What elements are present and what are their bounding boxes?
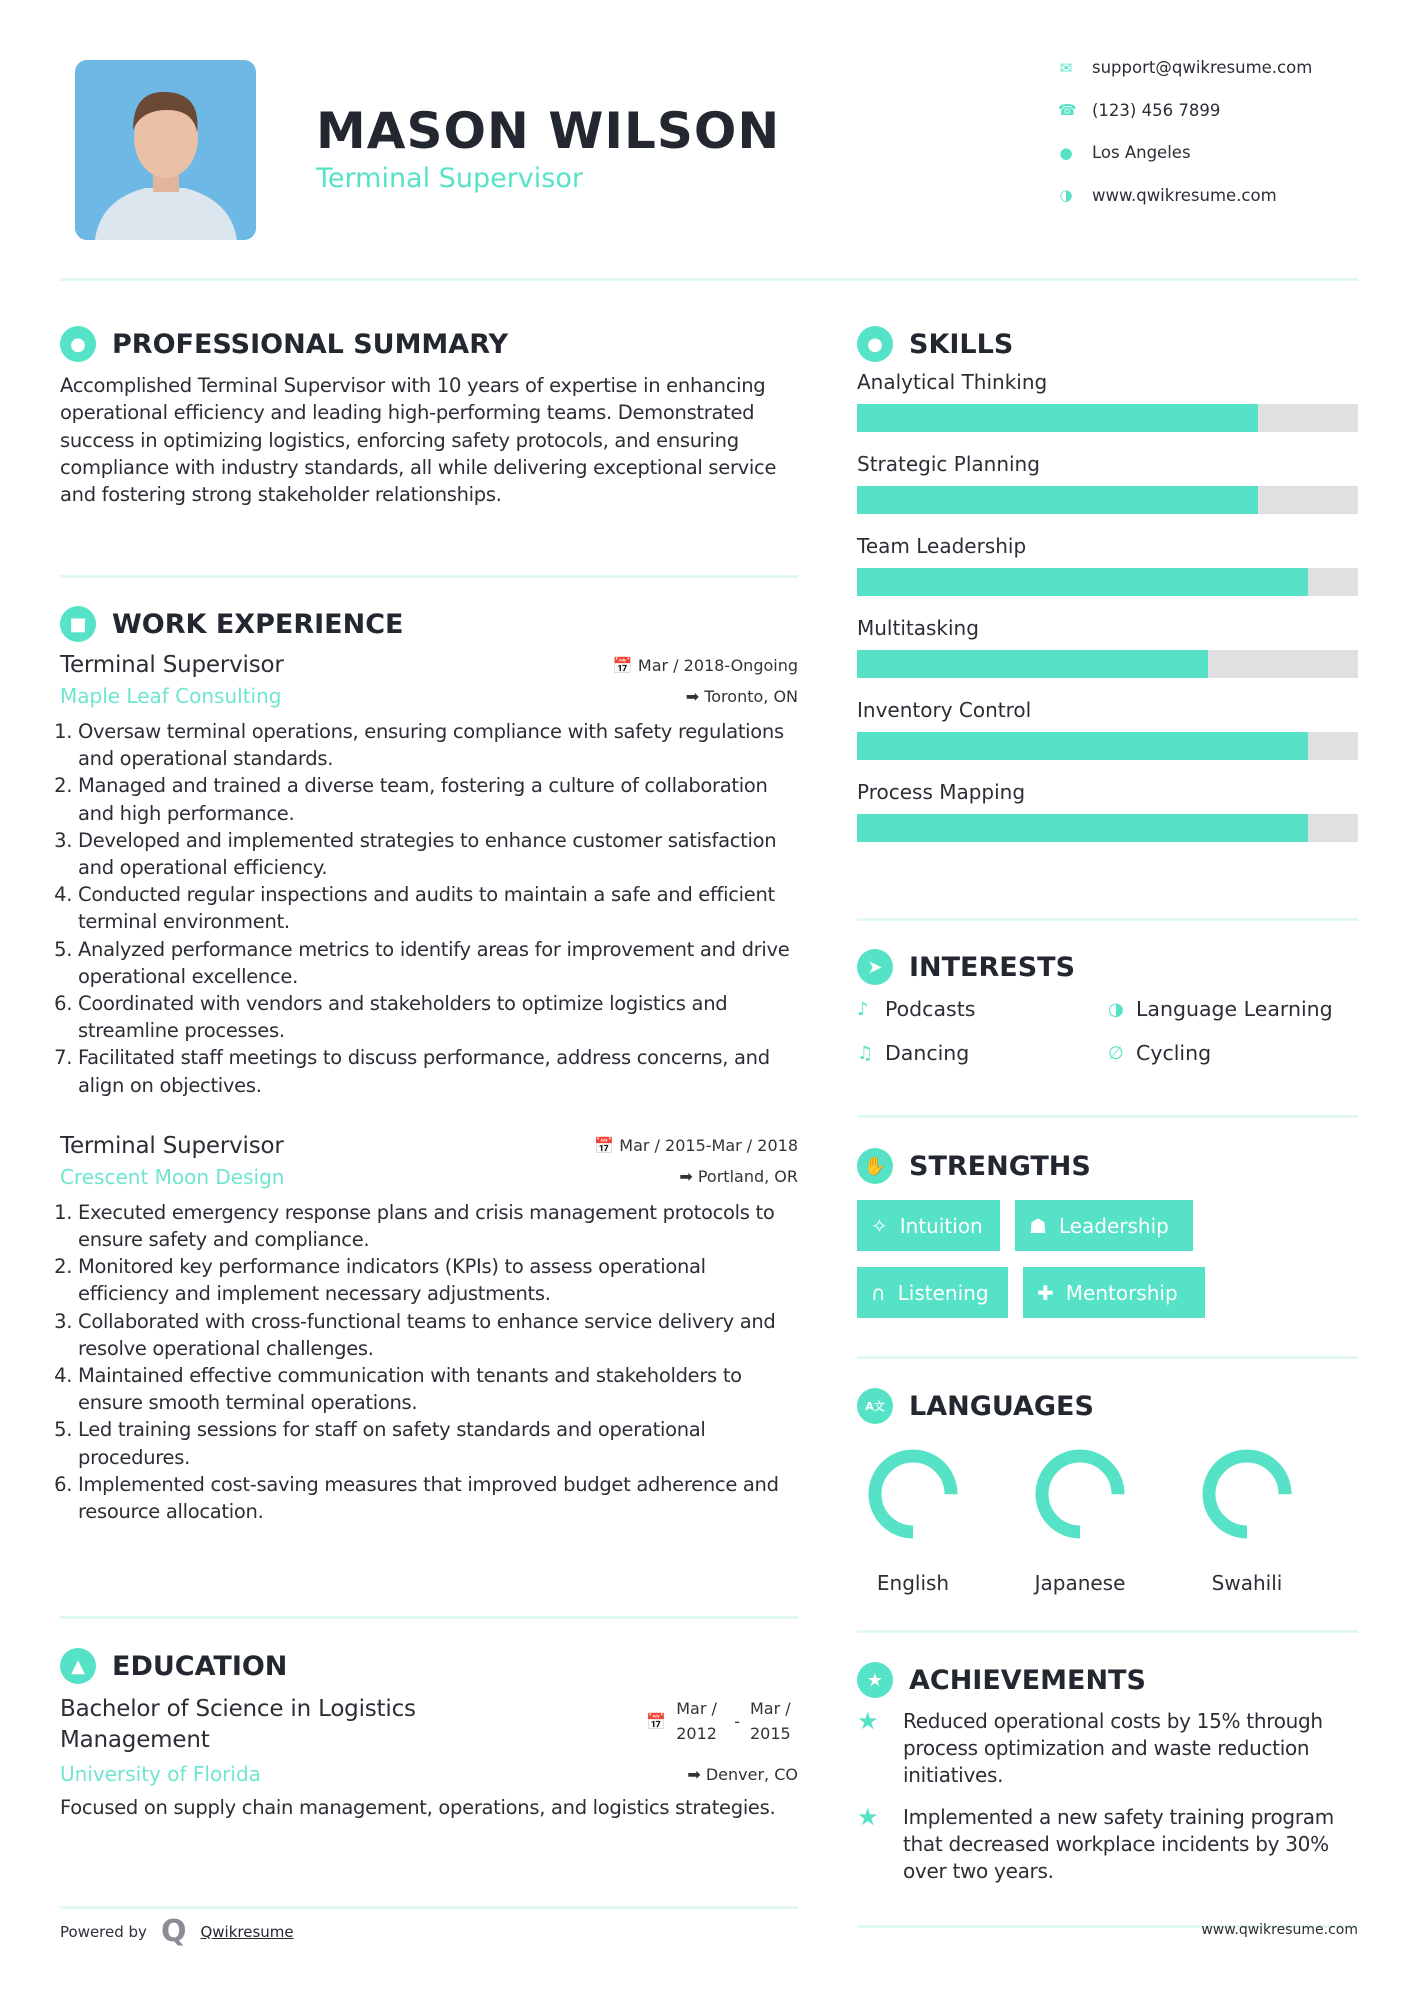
user-plus-icon: ✚ [1037,1280,1054,1305]
achievement-item [857,1708,1358,1789]
responsibility-item: 5. Led training sessions for staff on safety standards and operational procedures. [78,1416,798,1470]
briefcase-icon: ■ [60,606,96,642]
skills-section [857,326,1358,862]
language-progress-arc [1209,1456,1285,1532]
job-location: Toronto, ON [704,686,798,706]
skill-item [857,370,1358,432]
work-experience-section [60,606,798,1525]
skill-bar-fill [857,568,1308,596]
skill-item [857,698,1358,760]
job-date: Mar / 2018-Ongoing [637,655,798,675]
degree-title: Bachelor of Science in Logistics Management [60,1696,416,1753]
skill-bar [857,732,1358,760]
language-icon: A文 [857,1388,893,1424]
calendar-icon: 📅 [646,1711,667,1731]
responsibility-item: 5. Analyzed performance metrics to identify areas for improvement and drive operational excellence. [78,936,798,990]
contact-text: www.qwikresume.com [1092,185,1277,205]
skill-name: Inventory Control [857,698,1032,722]
skill-item [857,780,1358,842]
job-title: Terminal Supervisor [60,1132,284,1159]
strength-tag [857,1200,1000,1251]
language-progress-arc [875,1456,951,1532]
map-pin-icon: ● [1059,143,1073,162]
edu-date-separator: - [734,1711,740,1731]
skill-item [857,534,1358,596]
star-icon: ★ [857,1707,879,1735]
language-item [1010,1444,1150,1595]
skill-bar [857,814,1358,842]
powered-by [60,1914,294,1949]
graduation-icon: ▲ [60,1648,96,1684]
strength-label: Listening [897,1280,989,1305]
lightbulb-icon: ● [857,326,893,362]
section-heading: LANGUAGES [909,1390,1094,1422]
skill-bar [857,568,1358,596]
section-heading: STRENGTHS [909,1150,1091,1182]
achievement-text: Implemented a new safety training program that decreased workplace incidents by 30% over two years. [903,1805,1334,1883]
candidate-title: Terminal Supervisor [316,163,583,194]
envelope-icon: ✉ [1059,58,1073,77]
user-icon: ● [60,326,96,362]
achievements-section [857,1662,1358,1885]
responsibility-item: 2. Monitored key performance indicators (KPIs) to assess operational efficiency and implement necessary adjustments. [78,1253,798,1307]
interest-item [857,997,1108,1021]
skill-bar-fill [857,732,1308,760]
interests-section [857,949,1358,1065]
edu-description: Focused on supply chain management, operations, and logistics strategies. [60,1796,776,1819]
qwikresume-logo-icon: Q [160,1914,187,1949]
strengths-section [857,1148,1358,1328]
skill-bar [857,650,1358,678]
job-date: Mar / 2015-Mar / 2018 [619,1136,798,1156]
powered-by-label: Powered by [60,1922,147,1941]
responsibility-item: 1. Oversaw terminal operations, ensuring compliance with safety regulations and operational standards. [78,718,798,772]
job-title: Terminal Supervisor [60,652,284,678]
skill-bar [857,486,1358,514]
skill-bar-fill [857,814,1308,842]
phone-icon: ☎ [1058,101,1077,119]
calendar-icon: 📅 [612,655,638,675]
school-name: University of Florida [60,1762,261,1786]
qwikresume-link[interactable]: Qwikresume [200,1922,294,1941]
skill-name: Strategic Planning [857,452,1040,476]
interest-item [1108,1041,1358,1065]
paper-plane-icon: ➤ [857,949,893,985]
pin-icon: ➡ [685,686,705,706]
contact-text: support@qwikresume.com [1092,58,1313,77]
job-entry [60,652,798,1099]
microphone-icon: ♪ [857,998,869,1020]
strength-tag [1015,1200,1193,1251]
responsibility-item: 1. Executed emergency response plans and crisis management protocols to ensure safety and compliance. [78,1199,798,1253]
language-progress-ring [1030,1444,1130,1544]
responsibility-list [60,1199,798,1525]
language-progress-ring [863,1444,963,1544]
strength-tag [857,1267,1008,1318]
language-name: English [876,1571,950,1595]
skill-name: Analytical Thinking [857,370,1048,394]
contact-item[interactable] [1058,58,1312,77]
skill-item [857,616,1358,678]
contact-item[interactable] [1058,101,1220,120]
skill-bar-fill [857,650,1208,678]
company-name: Crescent Moon Design [60,1164,285,1189]
bicycle-icon: ∅ [1108,1042,1124,1064]
summary-text: Accomplished Terminal Supervisor with 10 years of expertise in enhancing operational efficiency and leading high-performing teams. Demonstrated success in optimizing logistics, enforcing safety protocols, and ensuring compliance with industry standards, all while delivering exceptional service and fostering strong stakeholder relationships. [60,374,777,507]
footer-website[interactable]: www.qwikresume.com [1201,1922,1358,1938]
pin-icon: ➡ [687,1764,706,1784]
responsibility-list [60,718,798,1099]
strength-label: Mentorship [1065,1280,1178,1305]
skill-name: Multitasking [857,616,979,640]
professional-summary-section [60,326,798,508]
pin-icon: ➡ [679,1167,698,1187]
strength-tag [1023,1267,1205,1318]
responsibility-item: 6. Coordinated with vendors and stakeholders to optimize logistics and streamline processes. [78,990,798,1044]
interest-label: Language Learning [1136,997,1333,1021]
globe-icon: ◑ [1108,998,1124,1020]
music-icon: ♫ [857,1042,874,1064]
skill-name: Process Mapping [857,780,1026,804]
edu-date-start: Mar / 2012 [676,1699,717,1743]
responsibility-item: 2. Managed and trained a diverse team, fostering a culture of collaboration and high performance. [78,772,798,826]
headphones-icon: ∩ [871,1280,886,1305]
section-divider [857,1356,1358,1359]
responsibility-item: 4. Conducted regular inspections and audits to maintain a safe and efficient terminal environment. [78,881,798,935]
section-heading: EDUCATION [112,1650,288,1682]
profile-photo [75,60,256,240]
skill-item [857,452,1358,514]
skill-bar [857,404,1358,432]
contact-text: Los Angeles [1092,143,1191,162]
section-heading: PROFESSIONAL SUMMARY [112,328,509,360]
users-icon: ☗ [1029,1213,1047,1238]
edu-date-end: Mar / 2015 [750,1699,791,1743]
language-progress-arc [1042,1456,1118,1532]
interest-label: Dancing [885,1041,970,1065]
responsibility-item: 6. Implemented cost-saving measures that improved budget adherence and resource allocation. [78,1471,798,1525]
languages-section [857,1388,1358,1595]
responsibility-item: 4. Maintained effective communication with tenants and stakeholders to ensure smooth terminal operations. [78,1362,798,1416]
star-icon: ★ [857,1803,879,1831]
interest-item [1108,997,1358,1021]
header-divider [60,278,1358,281]
section-divider [60,575,798,578]
section-heading: WORK EXPERIENCE [112,608,404,640]
star-badge-icon: ★ [857,1662,893,1698]
footer-divider [60,1906,798,1909]
responsibility-item: 3. Developed and implemented strategies to enhance customer satisfaction and operational efficiency. [78,827,798,881]
section-heading: ACHIEVEMENTS [909,1664,1146,1696]
strength-label: Intuition [899,1213,983,1238]
interest-label: Podcasts [885,997,976,1021]
education-section [60,1648,798,1821]
section-divider [857,1115,1358,1118]
edu-location: Denver, CO [705,1764,798,1784]
interest-label: Cycling [1136,1041,1212,1065]
section-divider [857,918,1358,921]
language-item [843,1444,983,1595]
fist-icon: ✋ [857,1148,893,1184]
language-name: Swahili [1211,1571,1283,1595]
responsibility-item: 7. Facilitated staff meetings to discuss performance, address concerns, and align on objectives. [78,1044,798,1098]
language-item [1177,1444,1317,1595]
section-divider [857,1630,1358,1633]
job-location: Portland, OR [697,1167,798,1187]
strength-label: Leadership [1058,1213,1169,1238]
section-heading: INTERESTS [909,951,1076,983]
language-progress-ring [1197,1444,1297,1544]
contact-item[interactable] [1058,143,1191,162]
job-entry [60,1133,798,1525]
magic-wand-icon: ✧ [871,1213,888,1238]
section-heading: SKILLS [909,328,1014,360]
achievement-item [857,1804,1358,1885]
calendar-icon: 📅 [594,1136,620,1156]
interest-item [857,1041,1108,1065]
section-divider [60,1616,798,1619]
language-name: Japanese [1034,1571,1126,1595]
contact-text: (123) 456 7899 [1092,100,1221,120]
globe-icon: ◑ [1059,186,1073,204]
responsibility-item: 3. Collaborated with cross-functional teams to enhance service delivery and resolve operational challenges. [78,1308,798,1362]
achievement-text: Reduced operational costs by 15% through process optimization and waste reduction initiatives. [903,1709,1323,1787]
contact-item[interactable] [1058,186,1277,205]
candidate-name: MASON WILSON [316,102,781,160]
skill-bar-fill [857,404,1258,432]
skill-bar-fill [857,486,1258,514]
company-name: Maple Leaf Consulting [60,684,282,708]
skill-name: Team Leadership [857,534,1027,558]
